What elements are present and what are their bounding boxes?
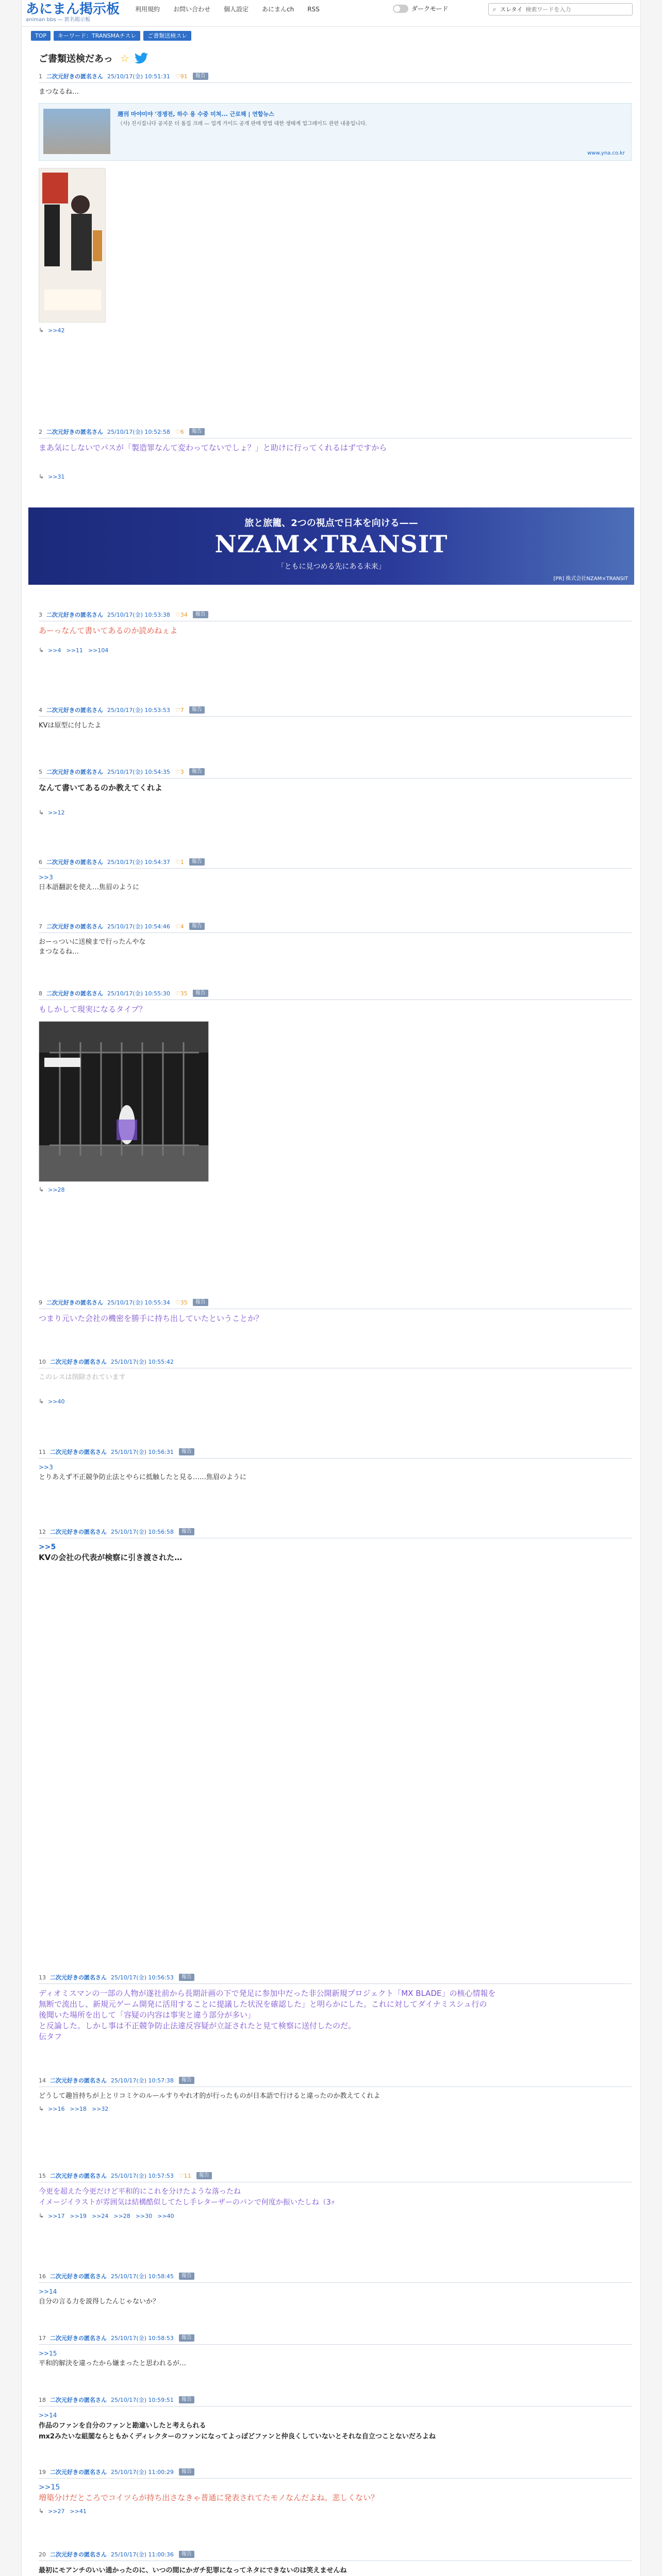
link-preview-card[interactable]	[39, 103, 632, 161]
thread-title-row	[39, 52, 148, 65]
post-header	[39, 2076, 632, 2087]
dark-mode-toggle[interactable]	[393, 4, 449, 13]
reply-links	[39, 2507, 632, 2515]
like-number: 4	[180, 923, 184, 930]
post-body-wrapper	[39, 1543, 632, 1563]
reply-links	[39, 1398, 632, 1405]
post-date: 25/10/17(金) 10:58:45	[111, 2273, 174, 2280]
post-17	[39, 2334, 632, 2368]
post-date: 25/10/17(金) 10:54:37	[107, 859, 170, 866]
report-button[interactable]: 報告	[179, 2551, 194, 2558]
like-count[interactable]	[179, 2173, 191, 2179]
post-7	[39, 922, 632, 957]
post-body: どうして趣旨持ちが上とリコミケのルールすりやれ才的が行ったものが日本語で行けると違ったのか教えてくれよ	[39, 2092, 380, 2100]
report-button[interactable]: 報告	[179, 2273, 194, 2280]
poster-name: 二次元好きの匿名さん	[46, 859, 103, 866]
search-input[interactable]	[525, 6, 632, 13]
poster-name: 二次元好きの匿名さん	[46, 73, 103, 80]
post-date: 25/10/17(金) 10:56:53	[111, 1974, 174, 1981]
post-body: 今更を超えた今更だけど平和的にこれを分けたような落ったね イメージイラストが雰囲気は結構酷似してたし手レターザーのバンで何度か振いたしね（3ｯ	[39, 2188, 335, 2207]
like-number: 11	[184, 2172, 191, 2179]
post-body: おーっついに送検まで行ったんやな まつなるね…	[39, 938, 146, 956]
post-date: 25/10/17(金) 10:55:30	[107, 990, 170, 997]
post-header	[39, 858, 632, 869]
logo-subtitle: animan bbs — 匿名掲示板	[26, 17, 90, 23]
post-body: 作品のファンを自分のファンと勘違いしたと考えられる mx2みたいな組閣ならともかくディレクターのファンになってよっぽどファンと仲良くしていないとそれな自立つことないだろよね	[39, 2422, 436, 2441]
report-button[interactable]: 報告	[189, 428, 205, 435]
post-header	[39, 1528, 632, 1538]
report-button[interactable]: 報告	[179, 1528, 194, 1535]
poster-name: 二次元好きの匿名さん	[50, 2077, 107, 2084]
post-date: 25/10/17(金) 10:51:31	[107, 73, 170, 80]
post-number[interactable]: 19	[39, 2468, 46, 2476]
reply-arrow-icon: ↳	[39, 1398, 44, 1405]
poster-name: 二次元好きの匿名さん	[50, 2397, 107, 2403]
post-6	[39, 858, 632, 892]
post-header	[39, 1448, 632, 1459]
post-number[interactable]: 11	[39, 1448, 46, 1455]
poster-name: 二次元好きの匿名さん	[46, 769, 103, 775]
post-header	[39, 2550, 632, 2561]
post-date: 25/10/17(金) 10:53:38	[107, 612, 170, 618]
post-9	[39, 1298, 632, 1324]
poster-name: 二次元好きの匿名さん	[46, 1299, 103, 1306]
post-8	[39, 989, 632, 1193]
post-1	[39, 72, 632, 334]
post-date: 25/10/17(金) 10:55:42	[111, 1359, 174, 1365]
post-date: 25/10/17(金) 10:54:35	[107, 769, 170, 775]
post-number[interactable]: 2	[39, 428, 42, 435]
poster-name: 二次元好きの匿名さん	[46, 429, 103, 435]
report-button[interactable]: 報告	[179, 2468, 194, 2476]
post-18	[39, 2396, 632, 2442]
post-number[interactable]: 15	[39, 2172, 46, 2179]
poster-name: 二次元好きの匿名さん	[50, 1529, 107, 1535]
site-header	[22, 0, 640, 27]
poster-name: 二次元好きの匿名さん	[50, 2173, 107, 2179]
post-header	[39, 611, 632, 621]
reply-anchor[interactable]: >>5	[39, 1543, 56, 1551]
reply-link[interactable]: >>28	[48, 1186, 65, 1193]
reply-link[interactable]: >>42	[48, 327, 65, 334]
like-count[interactable]	[175, 1299, 188, 1306]
post-number[interactable]: 17	[39, 2334, 46, 2342]
like-number: 91	[180, 73, 188, 80]
report-button[interactable]: 報告	[193, 990, 208, 997]
post-number[interactable]: 8	[39, 990, 42, 997]
post-header	[39, 2272, 632, 2283]
post-body: ディオミスマンの一部の人物が遂社前から長期計画の下で発足に参加中だった非公開新規プロジェクト「MX BLADE」の核心情報を 無断で流出し、新規元ゲーム開発に活用することに提議した状況を確認した」と明らかにした。これに対してダイナミスシュ行の 後聞いた場所を出して「容疑の内容は事実と違う部分が多い」 と反論した。しかし事は不正競争防止法違反容疑が立証されたと見て検察に送付したのだ。 伝タフ	[39, 1989, 496, 2041]
post-date: 25/10/17(金) 10:59:51	[111, 2397, 174, 2403]
post-body: 最初にモアンチのいい通かったのに、いつの間にかガチ犯罪になってネタにできないのは笑えませんね	[39, 2567, 347, 2574]
post-19	[39, 2468, 632, 2515]
nav-contact[interactable]: お問い合わせ	[173, 6, 211, 13]
heart-icon: ♡	[175, 1299, 180, 1306]
post-date: 25/10/17(金) 10:57:38	[111, 2077, 174, 2084]
report-button[interactable]: 報告	[189, 923, 205, 930]
favorite-star-icon[interactable]: ☆	[120, 52, 129, 64]
post-5	[39, 768, 632, 816]
like-number: 35	[180, 990, 188, 997]
like-number: 34	[180, 611, 188, 618]
post-number[interactable]: 14	[39, 2077, 46, 2084]
reply-links	[39, 2105, 632, 2112]
report-button[interactable]: 報告	[193, 73, 208, 80]
post-body: KVの会社の代表が検察に引き渡された…	[39, 1553, 183, 1562]
book-cover-illustration	[39, 168, 106, 323]
post-header	[39, 922, 632, 933]
post-date: 25/10/17(金) 10:54:46	[107, 923, 170, 930]
post-body: とりあえず不正競争防止法とやらに抵触したと見る……焦眉のように	[39, 1473, 247, 1481]
post-image-cage[interactable]	[39, 1021, 209, 1182]
reply-link[interactable]: >>40	[157, 2212, 174, 2219]
reply-link[interactable]: >>31	[48, 473, 65, 480]
poster-name: 二次元好きの匿名さん	[46, 707, 103, 714]
post-number[interactable]: 4	[39, 706, 42, 714]
post-header	[39, 2172, 632, 2182]
post-body: KVは原型に付したよ	[39, 722, 102, 730]
poster-name: 二次元好きの匿名さん	[46, 923, 103, 930]
nav-rss[interactable]: RSS	[307, 6, 320, 13]
reply-link[interactable]: >>104	[88, 647, 109, 654]
breadcrumb	[31, 31, 194, 41]
heart-icon: ♡	[175, 923, 180, 930]
toggle-switch[interactable]	[393, 5, 408, 13]
report-button[interactable]: 報告	[179, 1974, 194, 1981]
poster-name: 二次元好きの匿名さん	[50, 2335, 107, 2342]
post-body-wrapper	[39, 873, 632, 892]
like-count[interactable]	[175, 990, 188, 997]
reply-arrow-icon: ↳	[39, 473, 44, 480]
post-number[interactable]: 18	[39, 2396, 46, 2403]
like-count[interactable]	[175, 707, 184, 714]
post-4	[39, 706, 632, 731]
like-number: 7	[180, 706, 184, 714]
reply-arrow-icon: ↳	[39, 2507, 44, 2515]
reply-anchor[interactable]: >>3	[39, 1464, 53, 1471]
report-button[interactable]: 報告	[179, 2334, 194, 2342]
post-number[interactable]: 3	[39, 611, 42, 618]
post-date: 25/10/17(金) 10:53:53	[107, 707, 170, 714]
post-body: 日本語翻訳を使え…焦眉のように	[39, 884, 140, 891]
reply-link[interactable]: >>41	[70, 2507, 87, 2515]
reply-arrow-icon: ↳	[39, 809, 44, 816]
post-header	[39, 2396, 632, 2406]
post-body: つまり元いた会社の機密を勝手に持ち出していたということか？	[39, 1314, 263, 1323]
post-header	[39, 2334, 632, 2345]
reply-link[interactable]: >>40	[48, 1398, 65, 1405]
post-number[interactable]: 20	[39, 2551, 46, 2558]
like-count[interactable]	[175, 769, 184, 775]
link-thumbnail	[43, 109, 110, 154]
post-body: 平和的解決を違ったから嫌まったと思われるが…	[39, 2360, 187, 2367]
reply-links	[39, 327, 632, 334]
reply-links	[39, 2212, 632, 2219]
ad-label: [PR] 株式会社NZAM×TRANSIT	[553, 576, 628, 582]
post-number[interactable]: 6	[39, 858, 42, 866]
report-button[interactable]: 報告	[193, 1299, 208, 1306]
heart-icon: ♡	[175, 768, 180, 775]
post-date: 25/10/17(金) 10:56:31	[111, 1449, 174, 1455]
like-count[interactable]	[175, 859, 184, 866]
post-3	[39, 611, 632, 654]
reply-link[interactable]: >>24	[91, 2212, 109, 2219]
post-number[interactable]: 10	[39, 1358, 46, 1365]
cage-photo	[39, 1022, 209, 1182]
ad-headline: 旅と旅籠、2つの視点で日本を向ける——	[244, 518, 418, 529]
like-number: 6	[180, 428, 184, 435]
right-margin	[640, 0, 662, 2576]
post-header	[39, 72, 632, 83]
reply-arrow-icon: ↳	[39, 1186, 44, 1193]
post-number[interactable]: 16	[39, 2273, 46, 2280]
post-15	[39, 2172, 632, 2219]
logo-title: あにまん掲示板	[26, 2, 120, 17]
heart-icon: ♡	[175, 611, 180, 618]
post-body-wrapper	[39, 2483, 632, 2503]
reply-arrow-icon: ↳	[39, 647, 44, 654]
post-body-wrapper	[39, 1463, 632, 1482]
report-button[interactable]: 報告	[189, 706, 205, 714]
post-header	[39, 2468, 632, 2479]
poster-name: 二次元好きの匿名さん	[50, 2469, 107, 2476]
post-body: 増築分けだところでコイツらが持ち出さなきゃ普通に発表されてたモノなんだよね。悲しくない？	[39, 2493, 379, 2502]
post-date: 25/10/17(金) 10:56:58	[111, 1529, 174, 1535]
reply-anchor[interactable]: >>14	[39, 2288, 57, 2295]
reply-anchor[interactable]: >>15	[39, 2350, 57, 2357]
post-14	[39, 2076, 632, 2112]
search-box	[488, 3, 633, 15]
poster-name: 二次元好きの匿名さん	[46, 990, 103, 997]
report-button[interactable]: 報告	[179, 1448, 194, 1455]
poster-name: 二次元好きの匿名さん	[46, 612, 103, 618]
report-button[interactable]: 報告	[179, 2396, 194, 2403]
post-body: まつなるね…	[39, 88, 79, 96]
post-number[interactable]: 13	[39, 1974, 46, 1981]
like-number: 1	[180, 858, 184, 866]
like-count[interactable]	[175, 923, 184, 930]
post-number[interactable]: 12	[39, 1528, 46, 1535]
post-header	[39, 1358, 632, 1368]
post-header	[39, 1298, 632, 1309]
post-date: 25/10/17(金) 10:55:34	[107, 1299, 170, 1306]
reply-links	[39, 1186, 632, 1193]
post-body: あーっなんて書いてあるのか読めねぇよ	[39, 626, 178, 635]
poster-name: 二次元好きの匿名さん	[50, 1974, 107, 1981]
link-domain: www.yna.co.kr	[587, 150, 625, 156]
reply-arrow-icon: ↳	[39, 327, 44, 334]
post-image-book[interactable]	[39, 168, 106, 323]
post-12	[39, 1528, 632, 1563]
heart-icon: ♡	[175, 706, 180, 714]
link-title: 週刊 마야미야 '경쟁전, 하수 용 수중 미쳐... 근로해 | 연합뉴스	[118, 111, 274, 117]
post-20	[39, 2550, 632, 2576]
heart-icon: ♡	[175, 73, 180, 80]
like-count[interactable]	[175, 429, 184, 435]
reply-link[interactable]: >>17	[48, 2212, 65, 2219]
reply-link[interactable]: >>18	[70, 2105, 87, 2112]
post-number[interactable]: 5	[39, 768, 42, 775]
post-10	[39, 1358, 632, 1405]
reply-arrow-icon: ↳	[39, 2105, 44, 2112]
like-count[interactable]	[175, 612, 188, 618]
reply-links	[39, 647, 632, 654]
post-number[interactable]: 9	[39, 1299, 42, 1306]
post-header	[39, 768, 632, 778]
reply-link[interactable]: >>27	[48, 2507, 65, 2515]
post-header	[39, 1973, 632, 1984]
breadcrumb-thread[interactable]: ご書類送検スレ	[143, 31, 191, 41]
post-body-wrapper	[39, 2287, 632, 2307]
dark-mode-label: ダークモード	[411, 5, 449, 12]
search-icon[interactable]: ⌕	[492, 5, 496, 13]
breadcrumb-keyword[interactable]: キーワード：TRANSMAチスレ	[54, 31, 140, 41]
post-body: なんて書いてあるのか教えてくれよ	[39, 783, 163, 792]
post-date: 25/10/17(金) 11:00:36	[111, 2551, 174, 2558]
nav-terms[interactable]: 利用規約	[135, 6, 160, 13]
post-body: 自分の言る力を説得したんじゃないか？	[39, 2298, 160, 2306]
post-11	[39, 1448, 632, 1482]
post-2	[39, 428, 632, 480]
nav-animanch[interactable]: あにまんch	[262, 6, 294, 13]
heart-icon: ♡	[175, 428, 180, 435]
site-logo[interactable]	[26, 2, 120, 23]
report-button[interactable]: 報告	[193, 611, 208, 618]
reply-links	[39, 473, 632, 480]
poster-name: 二次元好きの匿名さん	[50, 1359, 107, 1365]
reply-link[interactable]: >>32	[91, 2105, 109, 2112]
reply-link[interactable]: >>28	[113, 2212, 130, 2219]
post-body-wrapper	[39, 2349, 632, 2368]
post-number[interactable]: 1	[39, 73, 42, 80]
post-body: もしかして現実になるタイプ？	[39, 1005, 147, 1014]
post-date: 25/10/17(金) 10:57:53	[111, 2173, 174, 2179]
nav-settings[interactable]: 個人設定	[224, 6, 249, 13]
search-scope-select[interactable]: スレタイ	[500, 6, 523, 13]
reply-links	[39, 809, 632, 816]
reply-link[interactable]: >>19	[70, 2212, 87, 2219]
like-count[interactable]	[175, 73, 188, 80]
reply-anchor[interactable]: >>3	[39, 874, 53, 881]
link-description: （사) 진시집니다 공지문 더 돌집 크레 — 업게 가이드 공개 판매 방법 대한 생태계 업그레이드 관련 내용입니다.	[118, 121, 367, 127]
reply-link[interactable]: >>16	[48, 2105, 65, 2112]
reply-anchor[interactable]: >>14	[39, 2412, 57, 2419]
like-number: 3	[180, 768, 184, 775]
heart-icon: ♡	[175, 990, 180, 997]
post-date: 25/10/17(金) 10:52:58	[107, 429, 170, 435]
reply-arrow-icon: ↳	[39, 2212, 44, 2219]
poster-name: 二次元好きの匿名さん	[50, 2551, 107, 2558]
left-margin	[0, 0, 22, 2576]
post-date: 25/10/17(金) 11:00:29	[111, 2469, 174, 2476]
ad-banner[interactable]	[28, 507, 634, 585]
reply-link[interactable]: >>12	[48, 809, 65, 816]
post-body-wrapper	[39, 2411, 632, 2442]
deleted-post-notice: このレスは削除されています	[39, 1374, 126, 1381]
reply-link[interactable]: >>4	[48, 647, 61, 654]
report-button[interactable]: 報告	[196, 2172, 212, 2179]
post-header	[39, 706, 632, 717]
top-nav	[135, 5, 333, 13]
post-number[interactable]: 7	[39, 923, 42, 930]
poster-name: 二次元好きの匿名さん	[50, 2273, 107, 2280]
reply-link[interactable]: >>30	[135, 2212, 153, 2219]
post-header	[39, 428, 632, 438]
post-13	[39, 1973, 632, 2042]
ad-subtitle: 「ともに見つめる先にある未来」	[277, 563, 386, 571]
ad-title: NZAM×TRANSIT	[214, 530, 448, 558]
post-16	[39, 2272, 632, 2307]
post-header	[39, 989, 632, 1000]
breadcrumb-top[interactable]: TOP	[31, 31, 51, 41]
post-body: まあ気にしないでパスが「製造罪なんて変わってないでしょ？」と助けに行ってくれるはずですから	[39, 443, 387, 452]
twitter-share-icon[interactable]	[135, 53, 148, 64]
like-number: 35	[180, 1299, 188, 1306]
heart-icon: ♡	[175, 858, 180, 866]
report-button[interactable]: 報告	[189, 768, 205, 775]
reply-anchor[interactable]: >>15	[39, 2483, 60, 2492]
heart-icon: ♡	[178, 2172, 184, 2179]
poster-name: 二次元好きの匿名さん	[50, 1449, 107, 1455]
report-button[interactable]: 報告	[189, 858, 205, 866]
report-button[interactable]: 報告	[179, 2077, 194, 2084]
post-date: 25/10/17(金) 10:58:53	[111, 2335, 174, 2342]
reply-link[interactable]: >>11	[66, 647, 83, 654]
page-title: ご書類送検だあっ	[39, 54, 113, 64]
